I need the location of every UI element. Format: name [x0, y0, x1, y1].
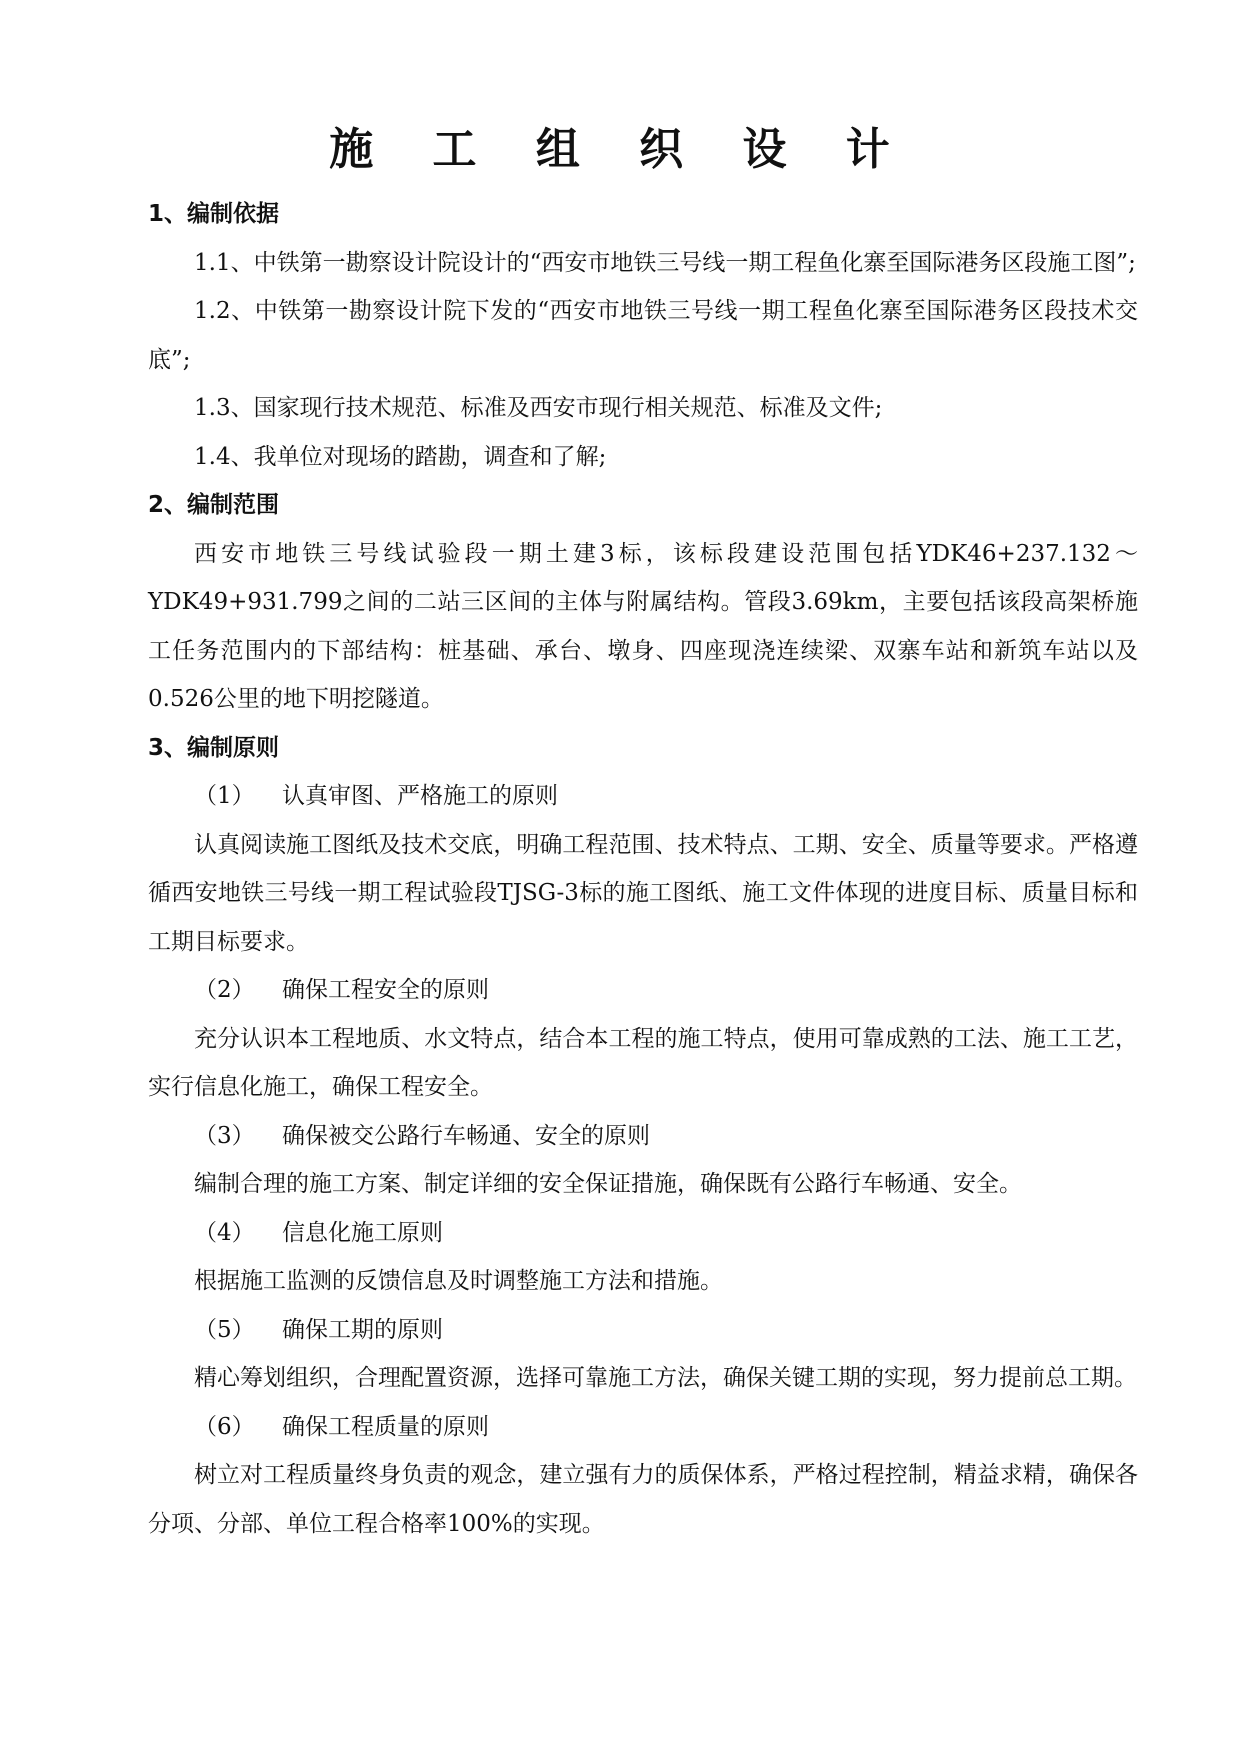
paragraph: 1.3、国家现行技术规范、标准及西安市现行相关规范、标准及文件;: [194, 395, 883, 421]
principle-label: 确保被交公路行车畅通、安全的原则: [282, 1122, 650, 1149]
principle-item: [148, 966, 1138, 1015]
principle-item: [148, 1112, 1138, 1161]
paragraph: 精心筹划组织，合理配置资源，选择可靠施工方法，确保关键工期的实现，努力提前总工期。: [194, 1365, 1137, 1391]
paragraph: 认真阅读施工图纸及技术交底，明确工程范围、技术特点、工期、安全、质量等要求。严格遵循西安地铁三号线一期工程试验段TJSG-3标的施工图纸、施工文件体现的进度目标、质量目标和工期目标要求。: [148, 831, 1138, 955]
paragraph: 树立对工程质量终身负责的观念，建立强有力的质保体系，严格过程控制，精益求精，确保各分项、分部、单位工程合格率100%的实现。: [148, 1462, 1138, 1537]
principle-number: （6）: [194, 1413, 255, 1440]
principle-number: （2）: [194, 977, 255, 1003]
document-title: 施 工 组 织 设 计: [329, 124, 912, 175]
paragraph: 1.1、中铁第一勘察设计院设计的“西安市地铁三号线一期工程鱼化寨至国际港务区段施工图”;: [194, 249, 1136, 276]
principle-label: 信息化施工原则: [282, 1219, 443, 1246]
principle-number: （5）: [194, 1316, 255, 1343]
paragraph: 1.2、中铁第一勘察设计院下发的“西安市地铁三号线一期工程鱼化寨至国际港务区段技术交底”;: [148, 298, 1138, 373]
principle-item: [148, 772, 1138, 821]
section-heading: 3、编制原则: [148, 734, 280, 761]
principle-item: [148, 1306, 1138, 1355]
principle-item: [148, 1209, 1138, 1258]
principle-label: 确保工程安全的原则: [282, 977, 489, 1003]
principle-label: 认真审图、严格施工的原则: [282, 783, 558, 809]
principle-label: 确保工期的原则: [282, 1316, 443, 1343]
principle-number: （3）: [194, 1122, 255, 1149]
document-body: [148, 190, 1138, 1548]
principle-number: （1）: [194, 783, 255, 809]
section-heading: 1、编制依据: [148, 201, 280, 227]
paragraph: 充分认识本工程地质、水文特点，结合本工程的施工特点，使用可靠成熟的工法、施工工艺，实行信息化施工，确保工程安全。: [148, 1025, 1138, 1100]
paragraph: 编制合理的施工方案、制定详细的安全保证措施，确保既有公路行车畅通、安全。: [194, 1171, 1022, 1197]
section-heading: 2、编制范围: [148, 492, 280, 518]
paragraph: 1.4、我单位对现场的踏勘，调查和了解;: [194, 443, 607, 470]
principle-number: （4）: [194, 1219, 255, 1246]
paragraph: 西安市地铁三号线试验段一期土建3标，该标段建设范围包括YDK46+237.132～YDK49+931.799之间的二站三区间的主体与附属结构。管段3.69km，主要包括该段高架桥施工任务范围内的下部结构：桩基础、承台、墩身、四座现浇连续梁、双寨车站和新筑车站以及0.526公里的地下明挖隧道。: [148, 540, 1138, 712]
principle-item: [148, 1403, 1138, 1452]
paragraph: 根据施工监测的反馈信息及时调整施工方法和措施。: [194, 1268, 723, 1294]
principle-label: 确保工程质量的原则: [282, 1413, 489, 1440]
